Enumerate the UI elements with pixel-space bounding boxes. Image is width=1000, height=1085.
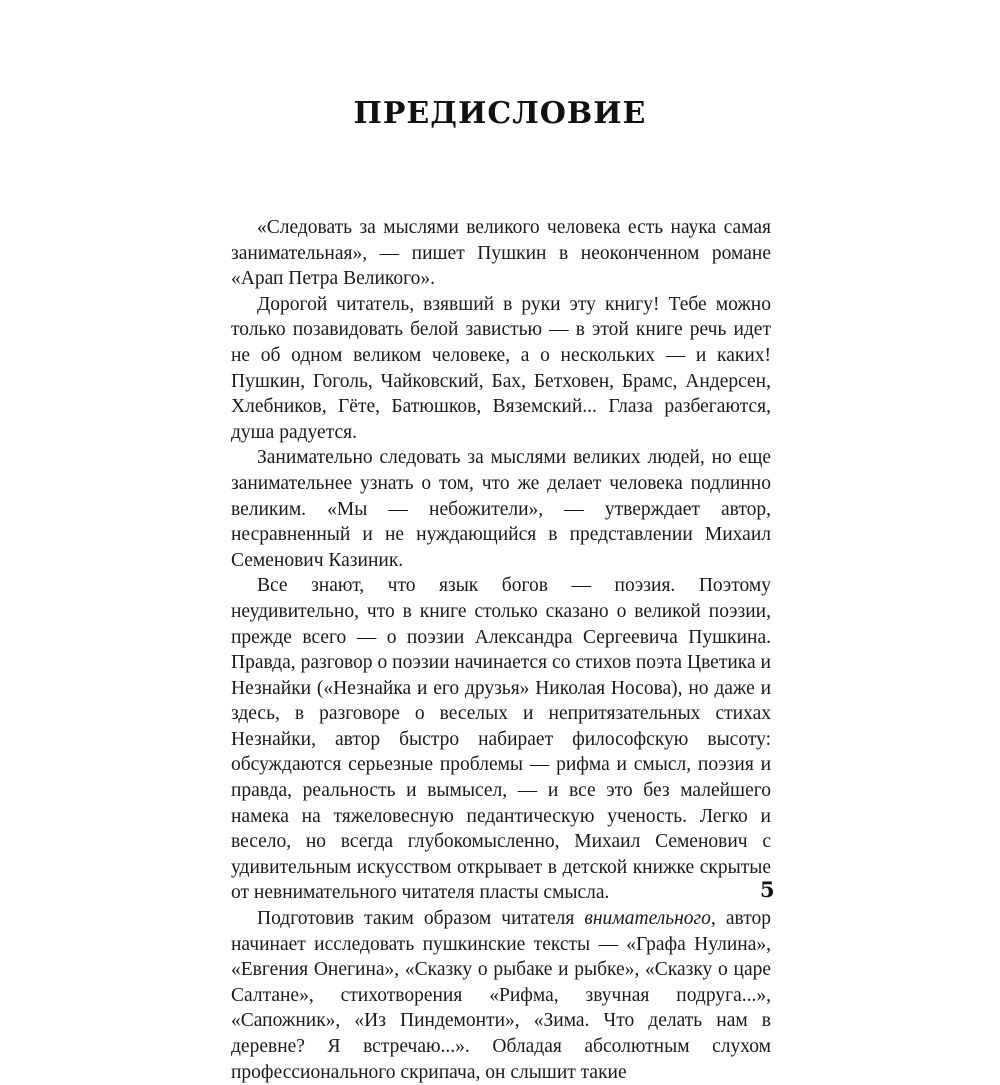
- paragraph-5: [231, 906, 771, 1085]
- page-number: 5: [760, 877, 775, 902]
- paragraph-2: Дорогой читатель, взявший в руки эту книгу! Тебе можно только позавидовать белой завистью — в этой книге речь идет не об одном великом человеке, а о нескольких — и каких! Пушкин, Гоголь, Чайковский, Бах, Бетховен, Брамс, Андерсен, Хлебников, Гёте, Батюшков, Вяземский... Глаза разбегаются, душа радуется.: [231, 293, 771, 443]
- paragraph-5-end: , автор начинает исследовать пушкинские тексты — «Графа Нулина», «Евгения Онегина», «Сказку о рыбаке и рыбке», «Сказку о царе Салтане», стихотворения «Рифма, звучная подруга...», «Сапожник», «Из Пиндемонти», «Зима. Что делать нам в деревне? Я встречаю...». Обладая абсолютным слухом профессионального скрипача, он слышит такие: [231, 908, 771, 1083]
- preface-body: [231, 215, 771, 1085]
- page-title: ПРЕДИСЛОВИЕ: [353, 96, 647, 131]
- paragraph-4: Все знают, что язык богов — поэзия. Поэтому неудивительно, что в книге столько сказано о великой поэзии, прежде всего — о поэзии Александра Сергеевича Пушкина. Правда, разговор о поэзии начинается со стихов поэта Цветика и Незнайки («Незнайка и его друзья» Николая Носова), но даже и здесь, в разговоре о веселых и непритязательных стихах Незнайки, автор быстро набирает философскую высоту: обсуждаются серьезные проблемы — рифма и смысл, поэзия и правда, реальность и вымысел, — и все это без малейшего намека на тяжеловесную педантическую ученость. Легко и весело, но всегда глубокомысленно, Михаил Семенович с удивительным искусством открывает в детской книжке скрытые от невнимательного читателя пласты смысла.: [231, 575, 771, 904]
- paragraph-5-emphasis: внимательного: [584, 908, 711, 930]
- paragraph-5-start: Подготовив таким образом читателя: [257, 908, 585, 930]
- paragraph-1: «Следовать за мыслями великого человека есть наука самая занимательная», — пишет Пушкин в неоконченном романе «Арап Петра Великого».: [231, 217, 771, 290]
- paragraph-3: Занимательно следовать за мыслями великих людей, но еще занимательнее узнать о том, что же делает человека подлинно великим. «Мы — небожители», — утверждает автор, несравненный и не нуждающийся в представлении Михаил Семенович Казиник.: [231, 447, 771, 571]
